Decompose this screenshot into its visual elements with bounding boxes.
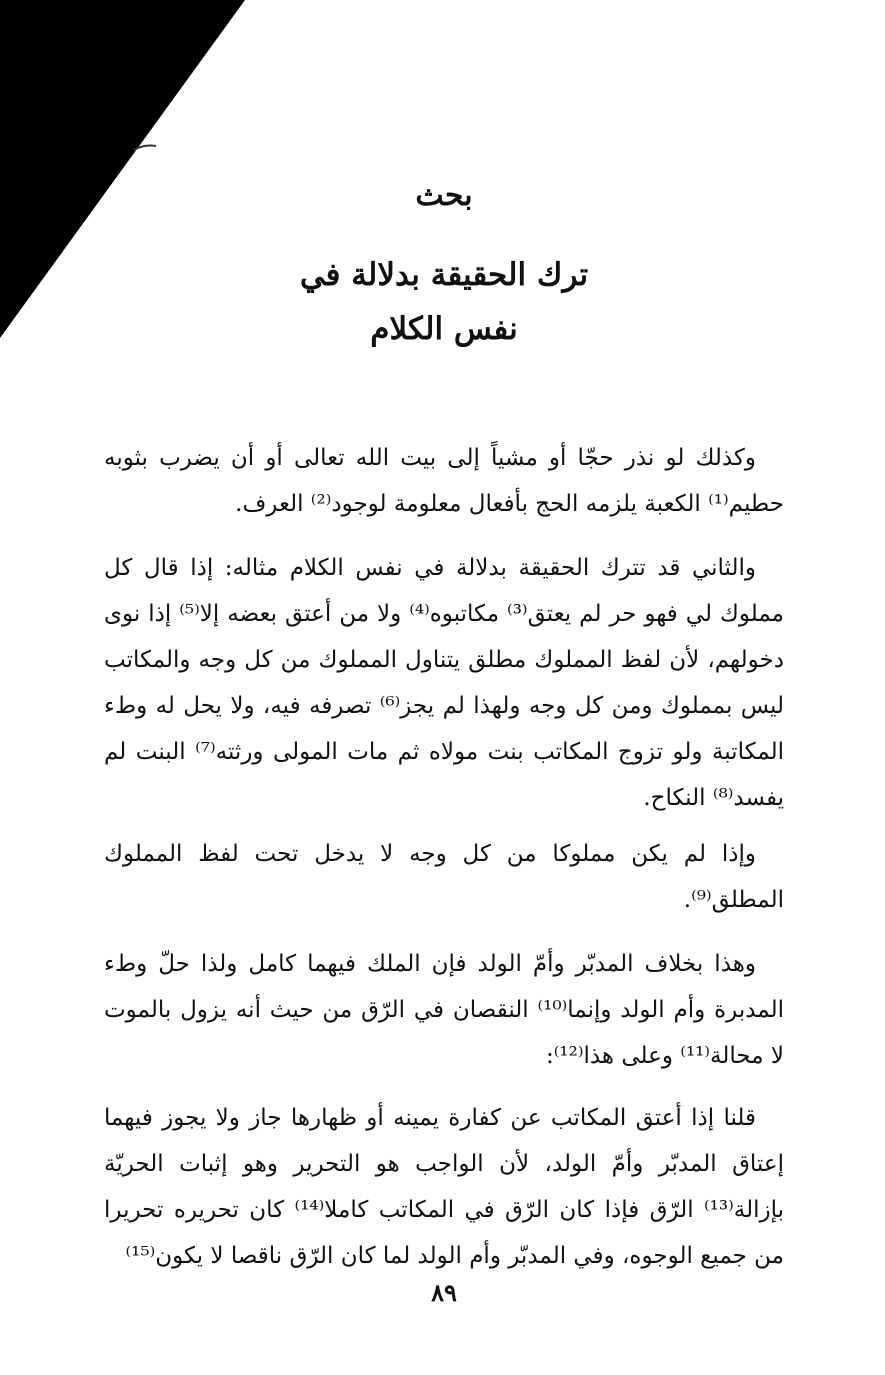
paragraph-1: وكذلك لو نذر حجّا أو مشياً إلى بيت الله تعالى أو أن يضرب بثوبه حطيم⁽¹⁾ الكعبة يلزمه الحج بأفعال معلومة لوجود⁽²⁾ العرف. <box>104 445 784 517</box>
section-title <box>104 248 784 356</box>
title-line-1: ترك الحقيقة بدلالة في <box>299 257 589 293</box>
book-page <box>104 0 784 1375</box>
paragraph-2: والثاني قد تترك الحقيقة بدلالة في نفس الكلام مثاله: إذا قال كل مملوك لي فهو حر لم يعتق⁽³⁾ مكاتبوه⁽⁴⁾ ولا من أعتق بعضه إلا⁽⁵⁾ إذا نوى دخولهم، لأن لفظ المملوك مطلق يتناول المملوك من كل وجه والمكاتب ليس بمملوك ومن كل وجه ولهذا لم يجز⁽⁶⁾ تصرفه فيه، ولا يحل له وطء المكاتبة ولو تزوج المكاتب بنت مولاه ثم مات المولى ورثته⁽⁷⁾ البنت لم يفسد⁽⁸⁾ النكاح. <box>104 555 784 811</box>
paragraph-3: وإذا لم يكن مملوكا من كل وجه لا يدخل تحت لفظ المملوك المطلق⁽⁹⁾. <box>104 841 784 913</box>
paragraph-4: وهذا بخلاف المدبّر وأمّ الولد فإن الملك فيهما كامل ولذا حلّ وطء المدبرة وأم الولد وإنما⁽¹⁰⁾ النقصان في الرّق من حيث أنه يزول بالموت لا محالة⁽¹¹⁾ وعلى هذا⁽¹²⁾: <box>104 951 784 1069</box>
section-heading: بحث <box>415 178 473 213</box>
paragraph-5: قلنا إذا أعتق المكاتب عن كفارة يمينه أو ظهارها جاز ولا يجوز فيهما إعتاق المدبّر وأمّ الولد، لأن الواجب هو التحرير وهو إثبات الحريّة بإزالة⁽¹³⁾ الرّق فإذا كان الرّق في المكاتب كاملا⁽¹⁴⁾ كان تحريره تحريرا من جميع الوجوه، وفي المدبّر وأم الولد لما كان الرّق ناقصا لا يكون⁽¹⁵⁾ <box>104 1105 784 1269</box>
page-number: ٨٩ <box>431 1278 457 1307</box>
title-line-2: نفس الكلام <box>370 311 518 347</box>
